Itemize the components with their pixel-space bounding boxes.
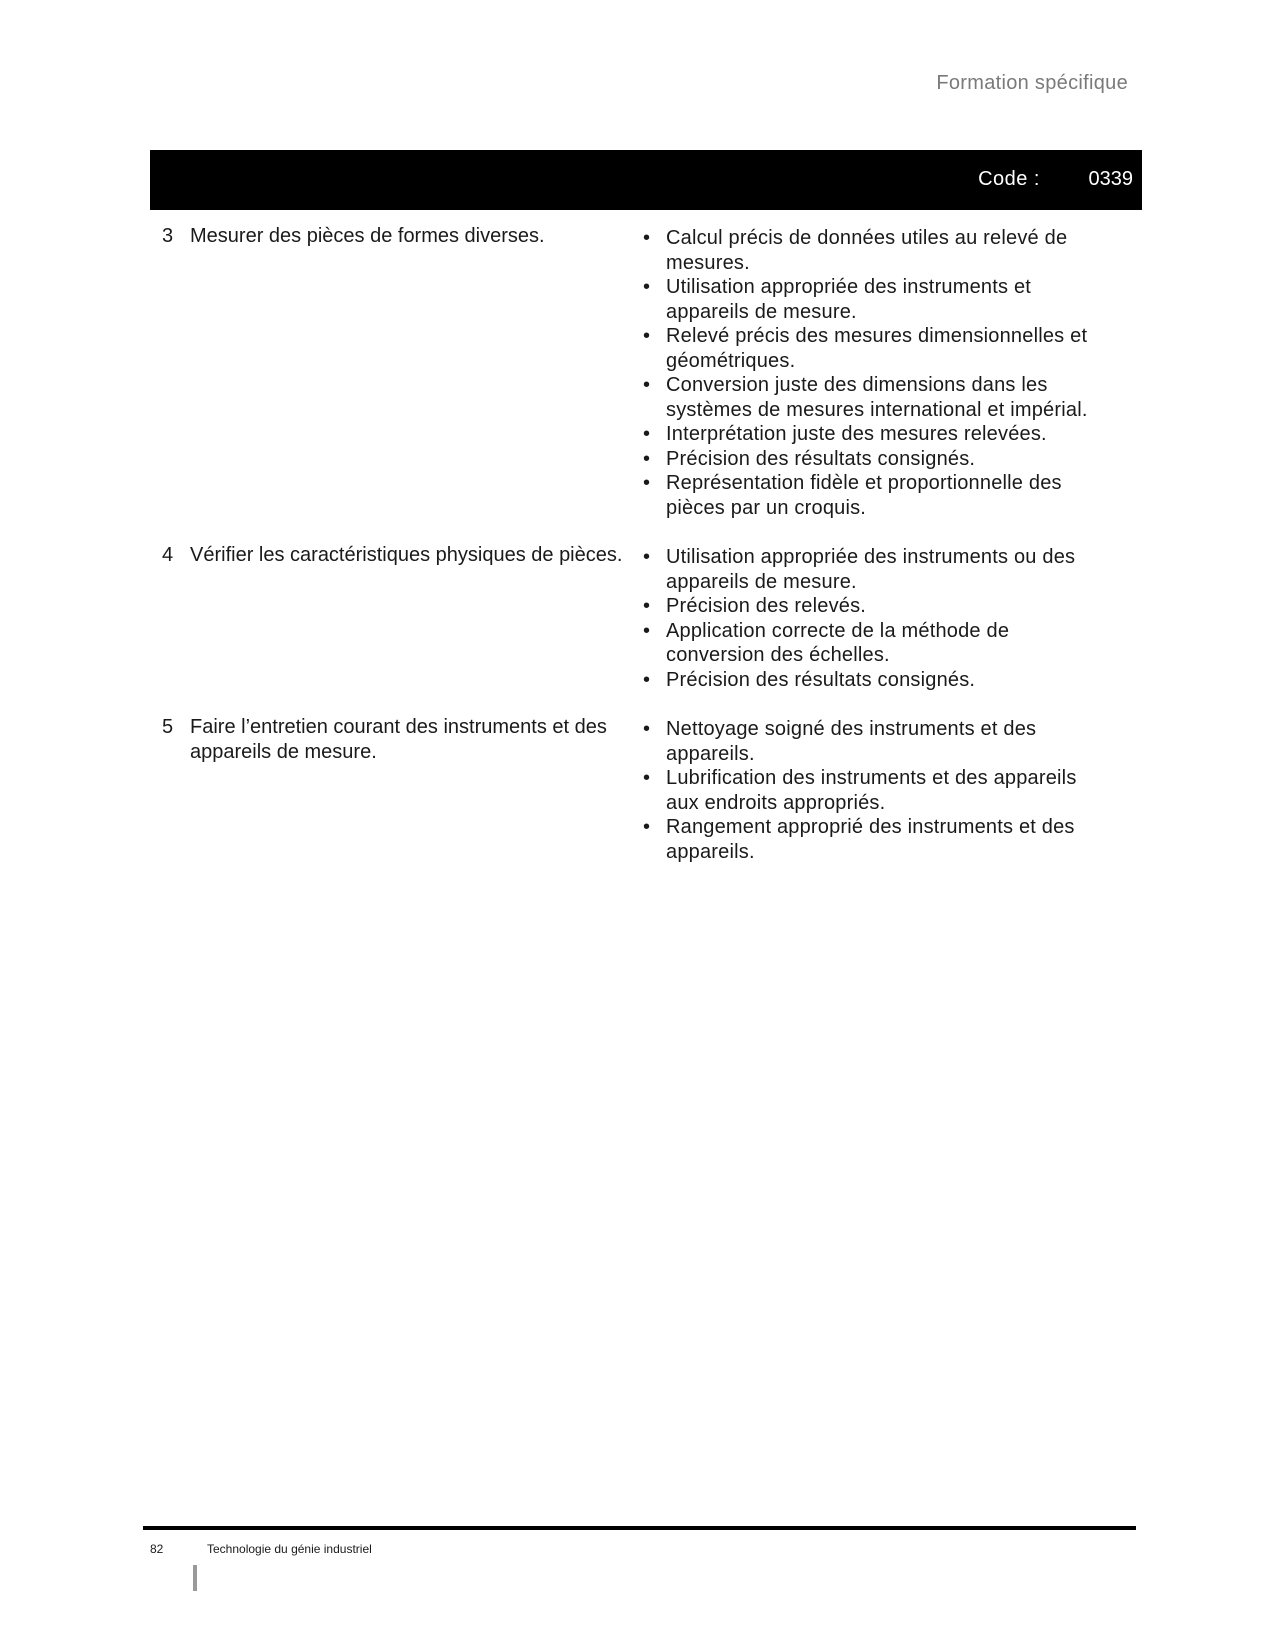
criterion-item: • Lubrification des instruments et des appareils aux endroits appropriés. [635, 766, 1105, 815]
footer-mark [193, 1565, 197, 1591]
criteria-list [635, 545, 1105, 692]
criterion-item: • Relevé précis des mesures dimensionnelles et géométriques. [635, 324, 1105, 373]
criterion-item: • Précision des relevés. [635, 594, 1105, 619]
element-number: 3 [162, 225, 174, 247]
criterion-item: • Nettoyage soigné des instruments et des appareils. [635, 717, 1105, 766]
criterion-item: • Interprétation juste des mesures relevées. [635, 422, 1105, 447]
footer-rule [143, 1526, 1136, 1530]
criterion-item: • Application correcte de la méthode de conversion des échelles. [635, 619, 1105, 668]
element-row [150, 224, 1142, 520]
criterion-item: • Représentation fidèle et proportionnelle des pièces par un croquis. [635, 471, 1105, 520]
code-label: Code : [978, 168, 1040, 190]
code-bar [150, 150, 1142, 210]
criterion-item: • Précision des résultats consignés. [635, 668, 1105, 693]
element-row [150, 715, 1142, 864]
element-text: Mesurer des pièces de formes diverses. [190, 225, 545, 247]
element-number: 4 [162, 544, 174, 566]
page-number: 82 [150, 1542, 164, 1556]
element-cell [150, 224, 635, 520]
footer-document-title: Technologie du génie industriel [207, 1542, 372, 1556]
criterion-item: • Précision des résultats consignés. [635, 447, 1105, 472]
criteria-list [635, 717, 1105, 864]
element-cell [150, 543, 635, 692]
element-text: Vérifier les caractéristiques physiques de pièces. [190, 544, 623, 566]
criterion-item: • Utilisation appropriée des instruments ou des appareils de mesure. [635, 545, 1105, 594]
elements-table [150, 224, 1142, 887]
criterion-item: • Conversion juste des dimensions dans les systèmes de mesures international et impérial. [635, 373, 1105, 422]
element-text: Faire l’entretien courant des instruments et des appareils de mesure. [190, 716, 607, 763]
element-row [150, 543, 1142, 692]
code-value: 0339 [1088, 168, 1133, 190]
criteria-list [635, 226, 1105, 520]
criterion-item: • Utilisation appropriée des instruments et appareils de mesure. [635, 275, 1105, 324]
element-cell [150, 715, 635, 864]
element-number: 5 [162, 716, 174, 738]
criterion-item: • Calcul précis de données utiles au relevé de mesures. [635, 226, 1105, 275]
criterion-item: • Rangement approprié des instruments et des appareils. [635, 815, 1105, 864]
running-header: Formation spécifique [936, 72, 1128, 94]
